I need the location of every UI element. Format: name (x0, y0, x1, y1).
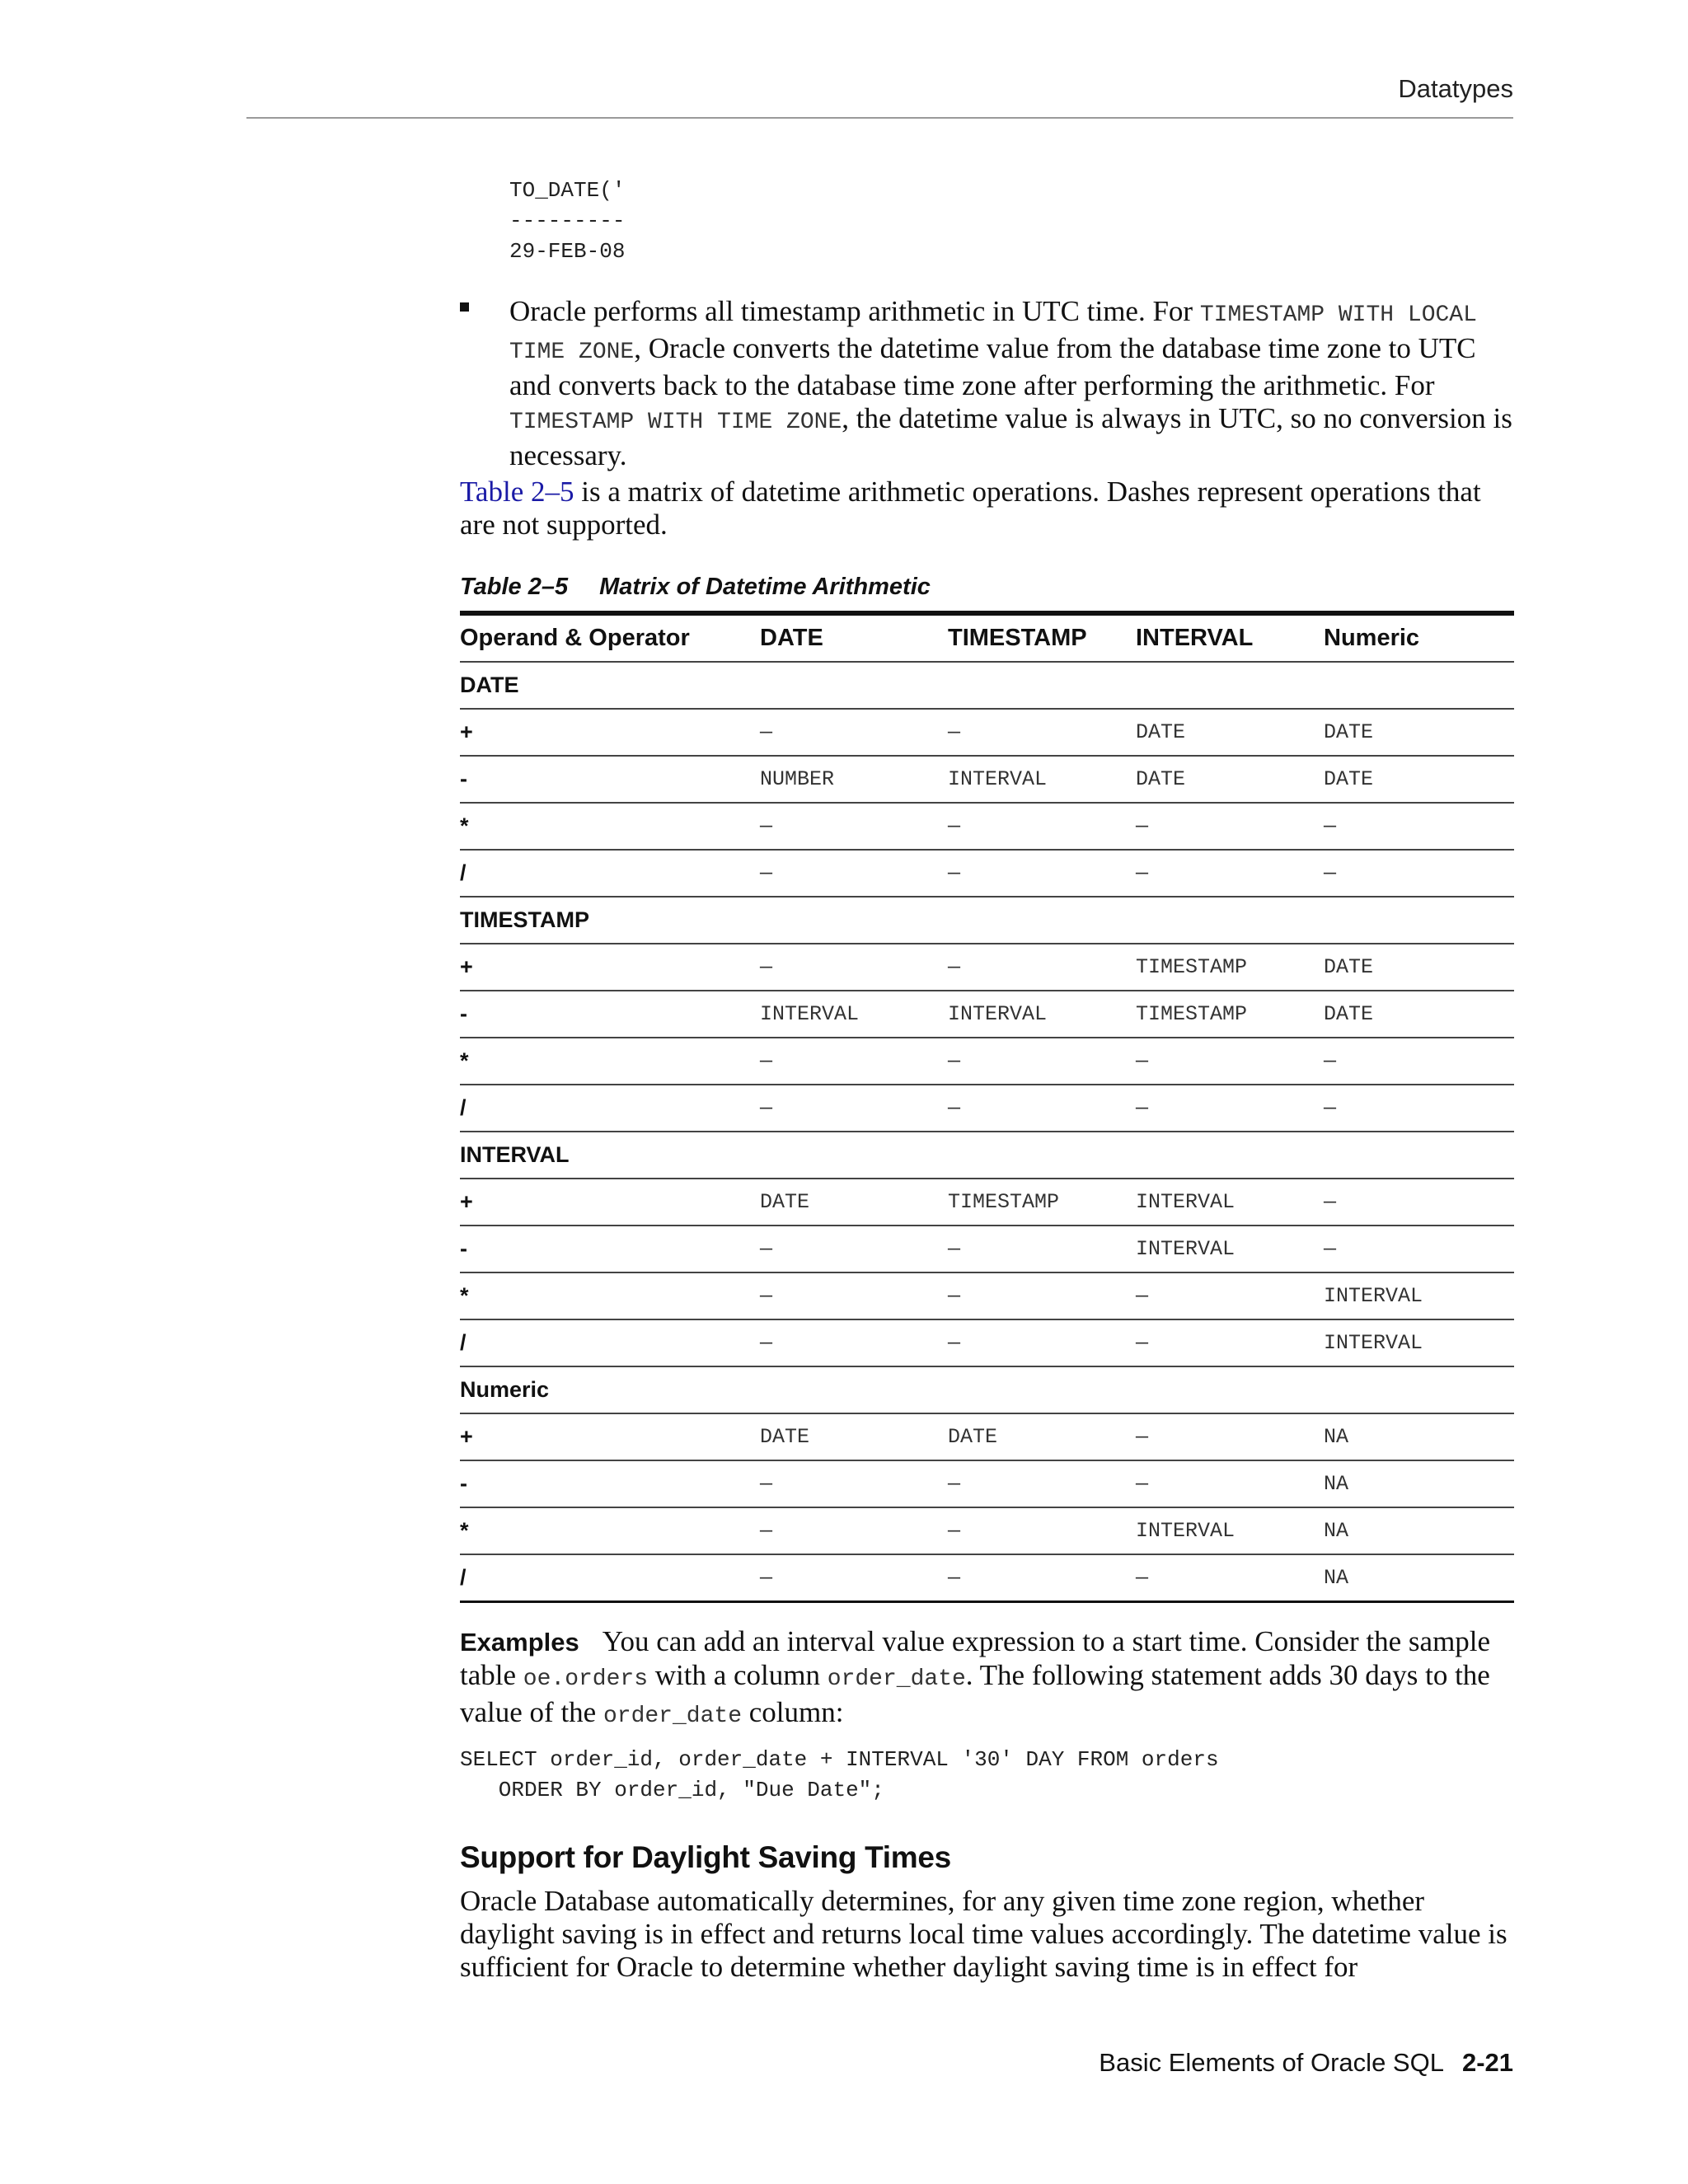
operator-cell: + (460, 1179, 760, 1226)
table-cross-reference-link[interactable]: Table 2–5 (460, 476, 574, 508)
result-cell: DATE (1136, 709, 1324, 756)
result-cell: — (948, 1460, 1136, 1507)
running-header-title: Datatypes (1398, 74, 1513, 103)
result-cell: NA (1324, 1413, 1514, 1460)
section-heading-daylight-saving: Support for Daylight Saving Times (460, 1840, 951, 1874)
section-label: DATE (460, 662, 1514, 709)
operator-cell: * (460, 1272, 760, 1319)
result-cell: TIMESTAMP (1136, 991, 1324, 1038)
result-cell: — (760, 1554, 948, 1602)
operator-cell: + (460, 1413, 760, 1460)
table-row (460, 850, 1514, 897)
result-cell: — (1136, 1319, 1324, 1366)
bullet-paragraph: Oracle performs all timestamp arithmetic in UTC time. For TIMESTAMP WITH LOCAL TIME ZONE, Oracle converts the datetime value from the database time zone to UTC and converts back to the database time zone after performing the arithmetic. For TIMESTAMP WITH TIME ZONE, the datetime value is always in UTC, so no conversion is necessary. (509, 295, 1512, 471)
table-row (460, 1179, 1514, 1226)
result-cell: — (948, 850, 1136, 897)
result-cell: TIMESTAMP (948, 1179, 1136, 1226)
result-cell: INTERVAL (760, 991, 948, 1038)
result-cell: — (948, 1507, 1136, 1554)
result-cell: — (1136, 1413, 1324, 1460)
operator-cell: - (460, 991, 760, 1038)
section-row (460, 662, 1514, 709)
column-header: Operand & Operator (460, 613, 760, 662)
operator-cell: * (460, 1507, 760, 1554)
result-cell: — (948, 709, 1136, 756)
code-block-to-date: TO_DATE(' --------- 29-FEB-08 (509, 178, 626, 264)
result-cell: DATE (1324, 756, 1514, 803)
result-cell: — (1136, 1272, 1324, 1319)
result-cell: — (1324, 1085, 1514, 1132)
footer-book-title: Basic Elements of Oracle SQL (1099, 2048, 1444, 2077)
result-cell: — (1136, 1460, 1324, 1507)
result-cell: INTERVAL (1324, 1319, 1514, 1366)
table-row (460, 944, 1514, 991)
result-cell: NUMBER (760, 756, 948, 803)
examples-label: Examples (460, 1628, 579, 1657)
page-header (246, 73, 1513, 119)
result-cell: DATE (1324, 709, 1514, 756)
operator-cell: / (460, 1554, 760, 1602)
result-cell: — (1136, 850, 1324, 897)
operator-cell: / (460, 850, 760, 897)
table-body (460, 662, 1514, 1602)
operator-cell: - (460, 1460, 760, 1507)
result-cell: INTERVAL (1136, 1179, 1324, 1226)
result-cell: — (1324, 850, 1514, 897)
operator-cell: / (460, 1085, 760, 1132)
result-cell: — (1136, 1038, 1324, 1085)
result-cell: NA (1324, 1460, 1514, 1507)
result-cell: — (1136, 1554, 1324, 1602)
table-caption-label: Table 2–5 (460, 574, 569, 600)
result-cell: DATE (1324, 991, 1514, 1038)
table-row (460, 1038, 1514, 1085)
result-cell: — (760, 1085, 948, 1132)
inline-code: oe.orders (523, 1666, 649, 1692)
result-cell: DATE (948, 1413, 1136, 1460)
result-cell: — (1324, 1179, 1514, 1226)
result-cell: — (760, 1226, 948, 1272)
section-row (460, 1132, 1514, 1179)
operator-cell: / (460, 1319, 760, 1366)
section-label: TIMESTAMP (460, 897, 1514, 944)
daylight-saving-paragraph: Oracle Database automatically determines, for any given time zone region, whether daylight saving is in effect and returns local time values accordingly. The datetime value is sufficient for Oracle to determine whether daylight saving time is in effect for (460, 1885, 1507, 1983)
result-cell: — (1136, 1085, 1324, 1132)
result-cell: — (948, 1038, 1136, 1085)
page-number: 2-21 (1461, 2048, 1513, 2077)
intro-paragraph: Table 2–5 is a matrix of datetime arithmetic operations. Dashes represent operations that are not supported. (460, 476, 1481, 541)
result-cell: DATE (760, 1413, 948, 1460)
result-cell: INTERVAL (1324, 1272, 1514, 1319)
table-row (460, 1085, 1514, 1132)
result-cell: DATE (1136, 756, 1324, 803)
result-cell: — (948, 1554, 1136, 1602)
result-cell: NA (1324, 1554, 1514, 1602)
operator-cell: * (460, 803, 760, 850)
operator-cell: - (460, 756, 760, 803)
table-row (460, 1554, 1514, 1602)
result-cell: — (948, 1085, 1136, 1132)
result-cell: NA (1324, 1507, 1514, 1554)
table-row (460, 1272, 1514, 1319)
table-row (460, 991, 1514, 1038)
examples-paragraph: Examples You can add an interval value expression to a start time. Consider the sample table oe.orders with a column order_date. The following statement adds 30 days to the value of the order_date column: (460, 1625, 1491, 1729)
table-row (460, 1507, 1514, 1554)
result-cell: INTERVAL (1136, 1226, 1324, 1272)
section-row (460, 897, 1514, 944)
operator-cell: + (460, 944, 760, 991)
result-cell: DATE (1324, 944, 1514, 991)
result-cell: — (760, 1460, 948, 1507)
operator-cell: + (460, 709, 760, 756)
operator-cell: - (460, 1226, 760, 1272)
table-row (460, 1226, 1514, 1272)
result-cell: — (760, 1038, 948, 1085)
table-caption (460, 574, 931, 601)
inline-code: order_date (603, 1704, 742, 1729)
result-cell: INTERVAL (948, 991, 1136, 1038)
result-cell: — (948, 944, 1136, 991)
result-cell: DATE (760, 1179, 948, 1226)
column-header: TIMESTAMP (948, 613, 1136, 662)
table-row (460, 1319, 1514, 1366)
table-row (460, 756, 1514, 803)
code-block-select: SELECT order_id, order_date + INTERVAL '30' DAY FROM orders ORDER BY order_id, "Due Date"; (460, 1747, 1219, 1802)
section-label: INTERVAL (460, 1132, 1514, 1179)
result-cell: — (1324, 803, 1514, 850)
table-row (460, 1413, 1514, 1460)
result-cell: TIMESTAMP (1136, 944, 1324, 991)
result-cell: — (1324, 1226, 1514, 1272)
datetime-arithmetic-table (460, 611, 1514, 1603)
result-cell: — (760, 803, 948, 850)
inline-code: TIMESTAMP WITH LOCAL TIME ZONE (509, 302, 1477, 365)
result-cell: — (760, 1272, 948, 1319)
result-cell: — (948, 1319, 1136, 1366)
inline-code: order_date (827, 1666, 966, 1692)
result-cell: — (760, 1507, 948, 1554)
result-cell: INTERVAL (1136, 1507, 1324, 1554)
result-cell: — (948, 1226, 1136, 1272)
bullet-square-icon (460, 302, 469, 312)
result-cell: — (760, 709, 948, 756)
column-header: INTERVAL (1136, 613, 1324, 662)
table-row (460, 803, 1514, 850)
inline-code: TIMESTAMP WITH TIME ZONE (509, 410, 842, 435)
result-cell: — (948, 1272, 1136, 1319)
result-cell: — (948, 803, 1136, 850)
result-cell: — (760, 850, 948, 897)
table-row (460, 709, 1514, 756)
column-header: DATE (760, 613, 948, 662)
result-cell: — (760, 1319, 948, 1366)
table-caption-title: Matrix of Datetime Arithmetic (599, 574, 931, 600)
page-footer (1099, 2048, 1513, 2078)
section-row (460, 1366, 1514, 1413)
result-cell: INTERVAL (948, 756, 1136, 803)
column-header: Numeric (1324, 613, 1514, 662)
table-header-row (460, 613, 1514, 662)
operator-cell: * (460, 1038, 760, 1085)
table-row (460, 1460, 1514, 1507)
result-cell: — (1324, 1038, 1514, 1085)
result-cell: — (1136, 803, 1324, 850)
section-label: Numeric (460, 1366, 1514, 1413)
result-cell: — (760, 944, 948, 991)
